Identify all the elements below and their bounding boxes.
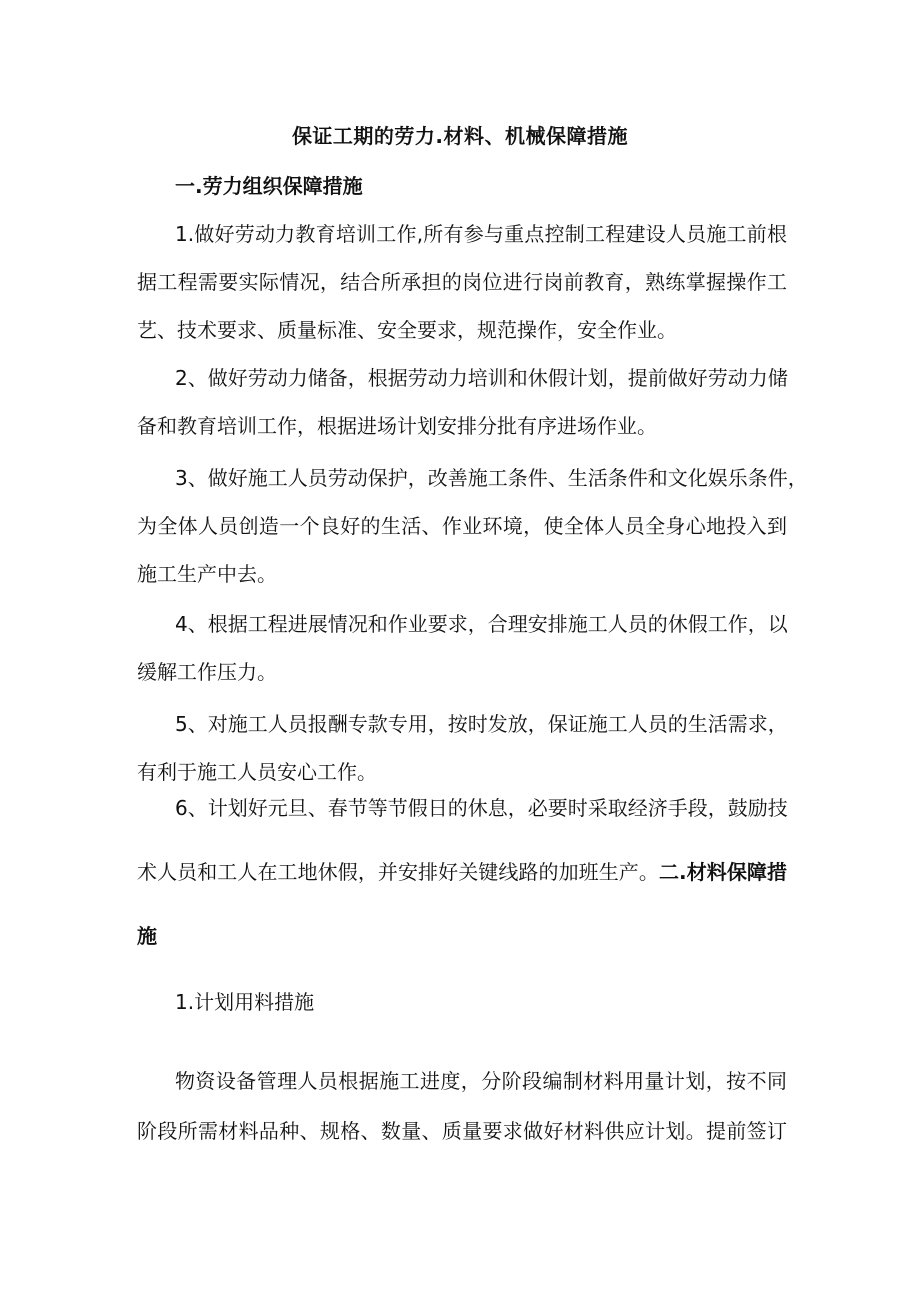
sub-heading-material-plan: 1.计划用料措施 <box>175 990 315 1014</box>
paragraph-line: 阶段所需材料品种、规格、数量、质量要求做好材料供应计划。提前签订 <box>137 1119 787 1143</box>
paragraph-line: 3、做好施工人员劳动保护，改善施工条件、生活条件和文化娱乐条件， <box>175 466 808 490</box>
paragraph-line: 6、计划好元旦、春节等节假日的休息，必要时采取经济手段，鼓励技 <box>175 796 788 820</box>
paragraph-line: 备和教育培训工作，根据进场计划安排分批有序进场作业。 <box>137 414 657 438</box>
paragraph-line: 4、根据工程进展情况和作业要求，合理安排施工人员的休假工作，以 <box>175 612 788 636</box>
section-heading-labor: 一.劳力组织保障措施 <box>175 174 363 198</box>
paragraph-line: 据工程需要实际情况，结合所承担的岗位进行岗前教育，熟练掌握操作工 <box>137 270 787 294</box>
paragraph-line: 缓解工作压力。 <box>137 660 277 684</box>
paragraph-text: 术人员和工人在工地休假，并安排好关键线路的加班生产。 <box>137 860 659 884</box>
paragraph-line: 为全体人员创造一个良好的生活、作业环境，使全体人员全身心地投入到 <box>137 514 787 538</box>
paragraph-line: 1.做好劳动力教育培训工作,所有参与重点控制工程建设人员施工前根 <box>175 222 787 246</box>
paragraph-line: 有利于施工人员安心工作。 <box>137 760 377 784</box>
paragraph-line: 物资设备管理人员根据施工进度，分阶段编制材料用量计划，按不同 <box>175 1069 787 1093</box>
section-heading-materials: 二.材料保障措 <box>658 860 787 884</box>
paragraph-line-mixed <box>137 856 787 888</box>
document-title: 保证工期的劳力.材料、机械保障措施 <box>291 124 629 148</box>
paragraph-line: 施工生产中去。 <box>137 562 277 586</box>
section-heading-materials-cont: 施 <box>137 924 157 948</box>
paragraph-line: 2、做好劳动力储备，根据劳动力培训和休假计划，提前做好劳动力储 <box>175 366 788 390</box>
paragraph-line: 艺、技术要求、质量标准、安全要求，规范操作，安全作业。 <box>137 318 677 342</box>
paragraph-line: 5、对施工人员报酬专款专用，按时发放，保证施工人员的生活需求， <box>175 712 788 736</box>
